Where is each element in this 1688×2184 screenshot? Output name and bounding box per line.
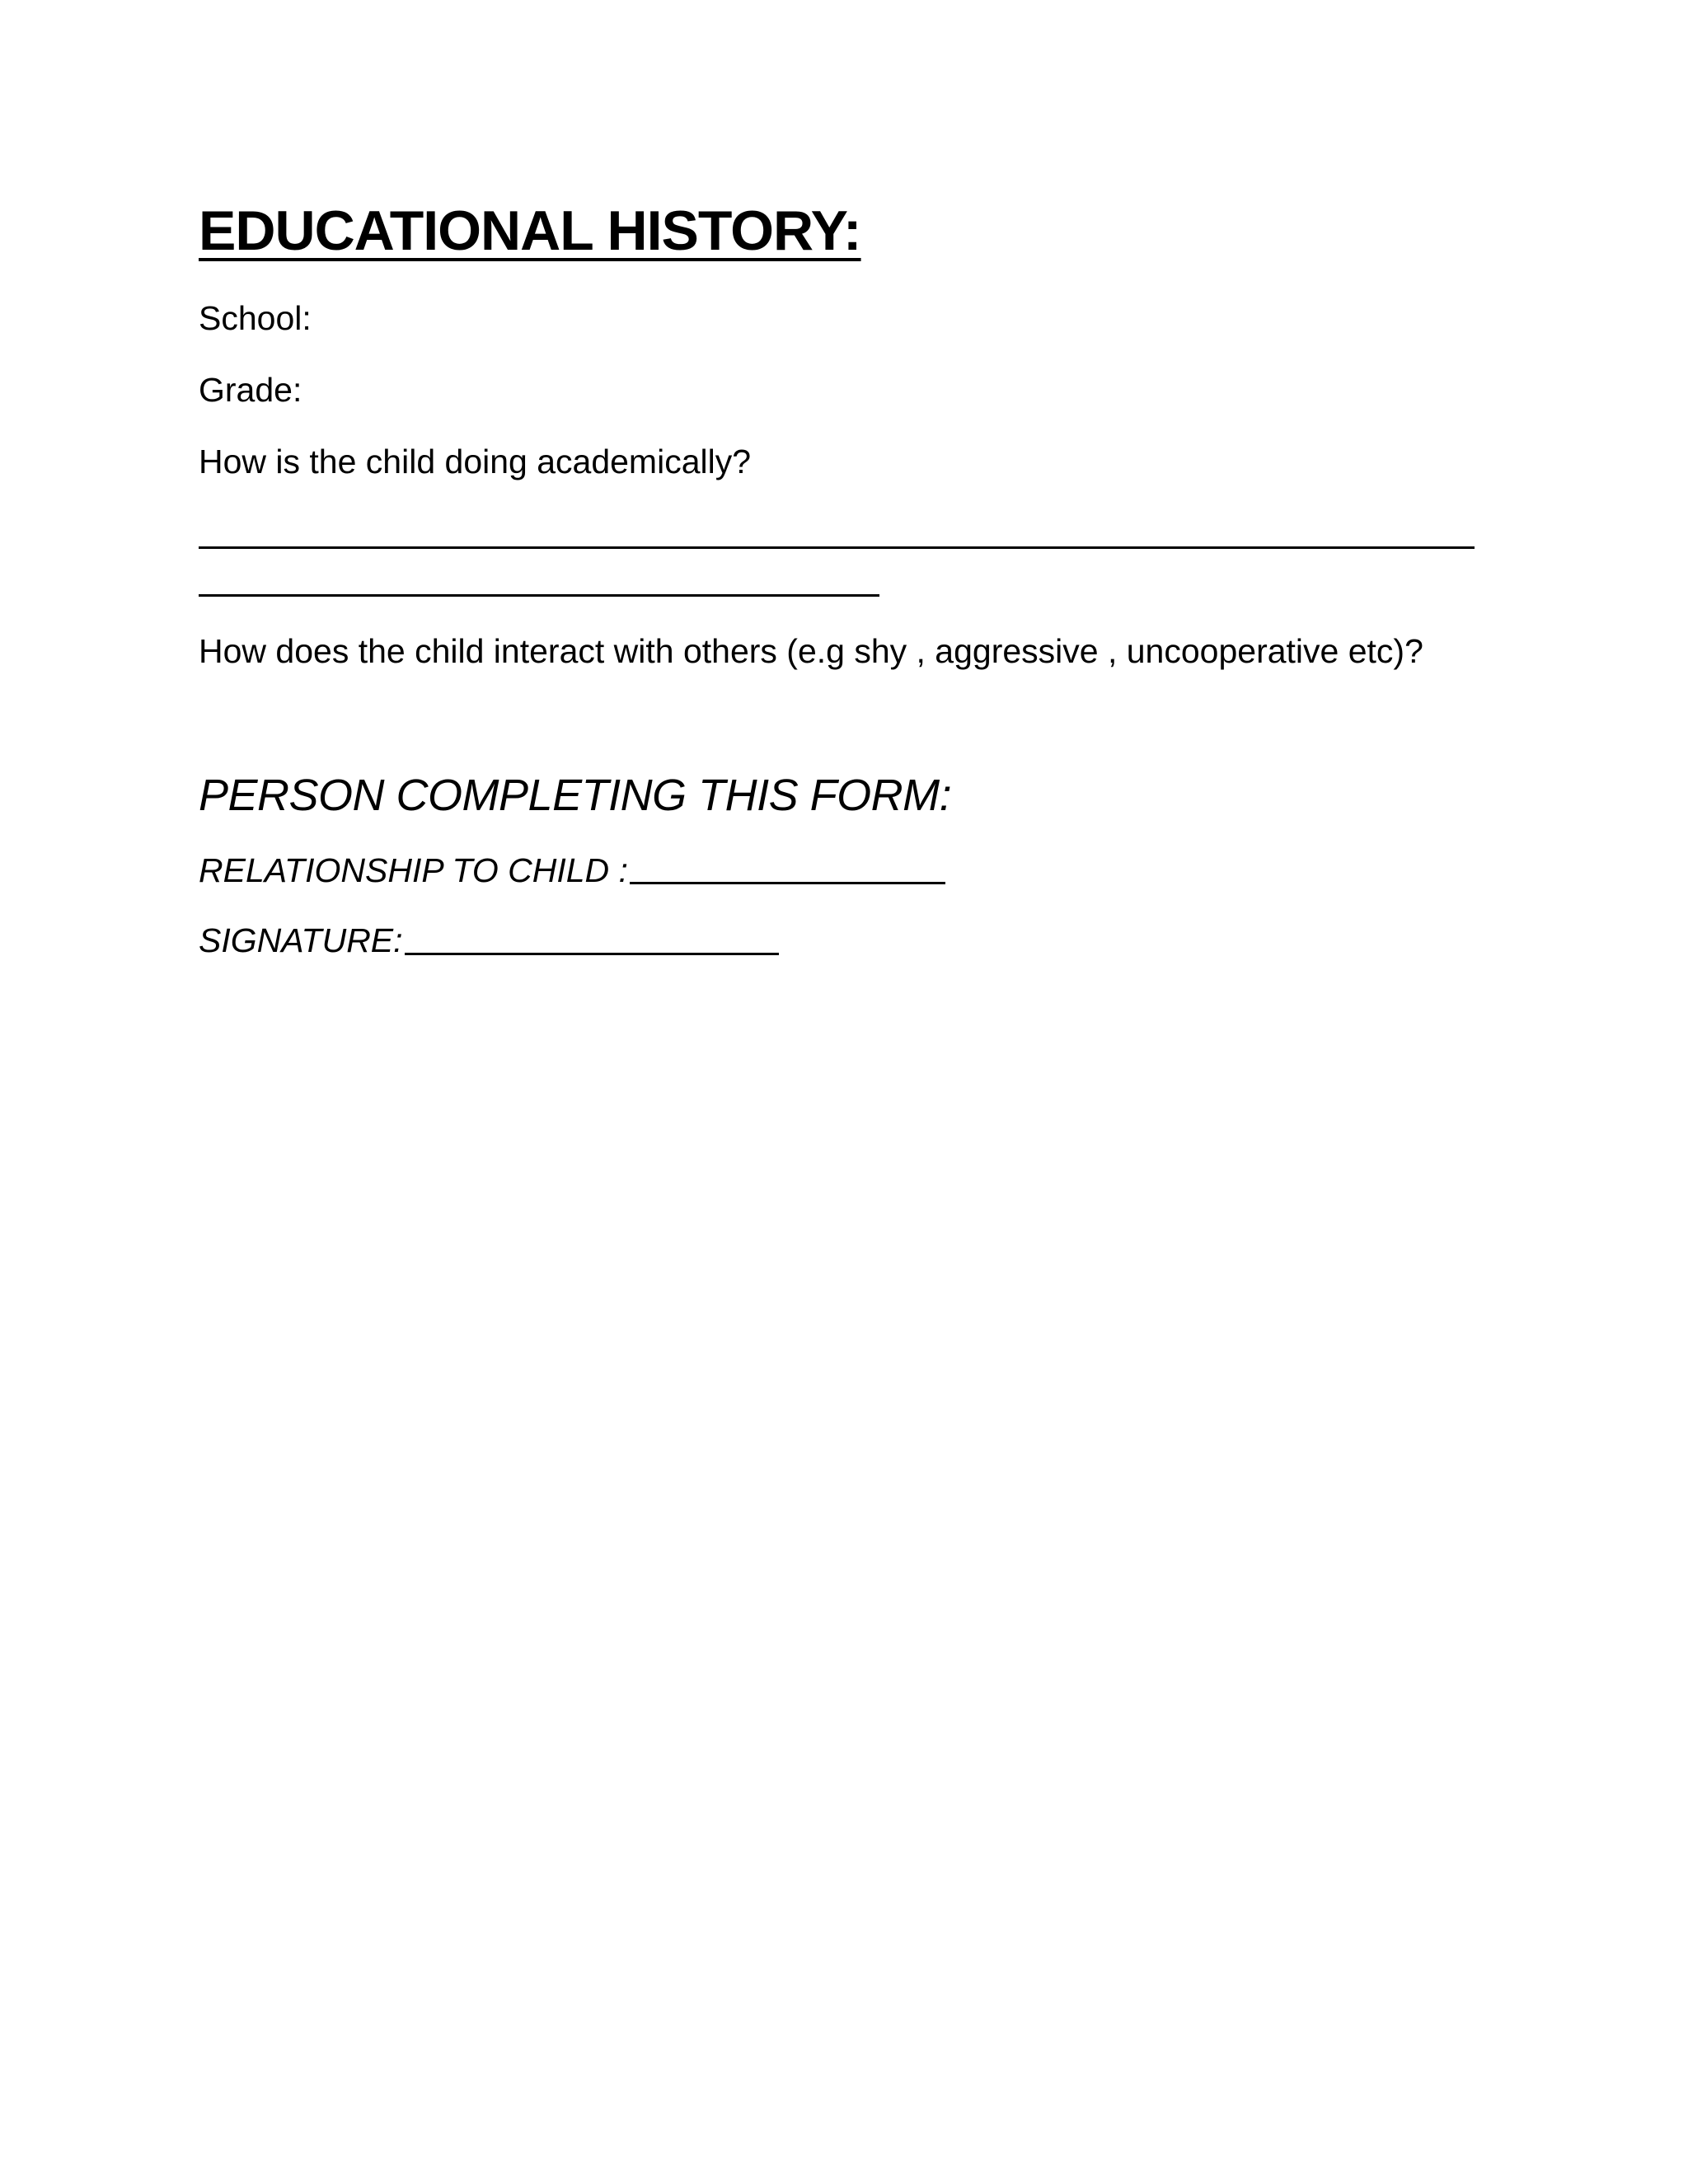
academic-question: How is the child doing academically? xyxy=(199,442,752,480)
grade-field[interactable] xyxy=(199,370,1517,410)
academic-answer-line-1[interactable] xyxy=(199,546,1475,549)
relationship-field xyxy=(199,851,1517,891)
signature-label: SIGNATURE: xyxy=(199,921,403,960)
form-content xyxy=(199,198,1517,962)
grade-label: Grade: xyxy=(199,370,302,409)
signature-fill-line[interactable] xyxy=(405,953,779,955)
school-field[interactable] xyxy=(199,298,1517,339)
interaction-question: How does the child interact with others (e.g shy , aggressive , uncooperative etc)? xyxy=(199,632,1423,671)
signature-field xyxy=(199,921,1517,961)
relationship-fill-line[interactable] xyxy=(630,882,945,884)
school-label: School: xyxy=(199,298,312,337)
academic-answer-line-2[interactable] xyxy=(199,594,879,597)
relationship-label: RELATIONSHIP TO CHILD : xyxy=(199,851,628,890)
completer-heading: PERSON COMPLETING THIS FORM: xyxy=(199,771,952,821)
page-title: EDUCATIONAL HISTORY: xyxy=(199,199,861,262)
